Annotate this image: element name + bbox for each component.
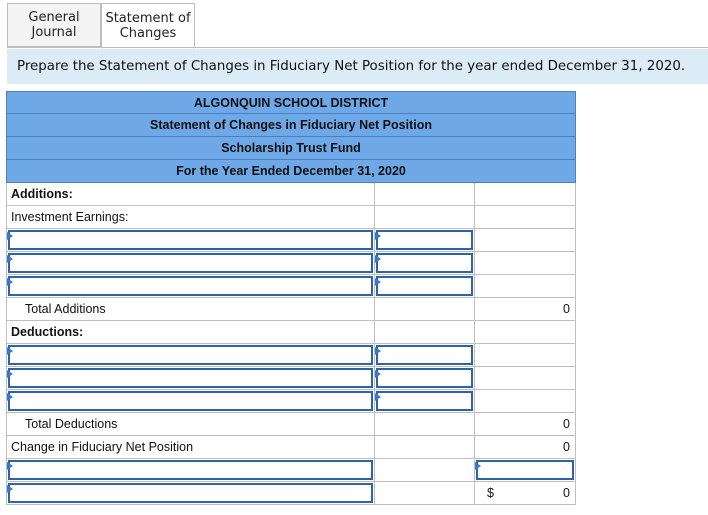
dropdown-marker-icon <box>7 347 13 355</box>
tab-bar <box>7 3 195 47</box>
currency-symbol: $ <box>487 486 494 500</box>
investment-earnings-label: Investment Earnings: <box>6 206 375 229</box>
table-row <box>6 459 576 482</box>
dropdown-marker-icon <box>7 278 13 286</box>
deduction-account-select-1[interactable] <box>8 345 373 365</box>
tab-statement-of-changes[interactable]: Statement of Changes <box>101 3 195 49</box>
table-row <box>6 344 576 367</box>
dropdown-marker-icon <box>375 255 381 263</box>
total-additions-label: Total Additions <box>6 298 375 321</box>
dropdown-marker-icon <box>7 462 13 470</box>
dropdown-marker-icon <box>7 485 13 493</box>
dropdown-marker-icon <box>375 347 381 355</box>
statement-worksheet <box>6 91 576 505</box>
dropdown-marker-icon <box>7 255 13 263</box>
dropdown-marker-icon <box>375 370 381 378</box>
fund-title: Scholarship Trust Fund <box>6 137 576 160</box>
total-additions-value: 0 <box>475 298 576 321</box>
addition-account-select-1[interactable] <box>8 230 373 250</box>
change-in-net-position-value: 0 <box>475 436 576 459</box>
deduction-amount-input-2[interactable] <box>376 368 473 388</box>
table-row <box>6 413 576 436</box>
total-deductions-value: 0 <box>475 413 576 436</box>
entity-title: ALGONQUIN SCHOOL DISTRICT <box>6 91 576 114</box>
additions-label: Additions: <box>6 183 375 206</box>
table-row <box>6 436 576 459</box>
table-row <box>6 367 576 390</box>
tab-general-journal[interactable]: General Journal <box>7 3 101 47</box>
total-deductions-label: Total Deductions <box>6 413 375 436</box>
table-row <box>6 390 576 413</box>
deduction-account-select-3[interactable] <box>8 391 373 411</box>
table-row <box>6 275 576 298</box>
tab-divider <box>7 47 708 48</box>
dropdown-marker-icon <box>375 278 381 286</box>
addition-amount-input-3[interactable] <box>376 276 473 296</box>
addition-account-select-2[interactable] <box>8 253 373 273</box>
beginning-net-position-input[interactable] <box>476 460 574 480</box>
addition-account-select-3[interactable] <box>8 276 373 296</box>
beginning-net-position-select[interactable] <box>8 460 373 480</box>
table-row <box>6 298 576 321</box>
deductions-label: Deductions: <box>6 321 375 344</box>
addition-amount-input-1[interactable] <box>376 230 473 250</box>
table-row <box>6 321 576 344</box>
period-title: For the Year Ended December 31, 2020 <box>6 160 576 183</box>
dropdown-marker-icon <box>7 370 13 378</box>
deduction-amount-input-1[interactable] <box>376 345 473 365</box>
dropdown-marker-icon <box>7 232 13 240</box>
deduction-amount-input-3[interactable] <box>376 391 473 411</box>
change-in-net-position-label: Change in Fiduciary Net Position <box>6 436 375 459</box>
addition-amount-input-2[interactable] <box>376 253 473 273</box>
instruction-banner: Prepare the Statement of Changes in Fiduciary Net Position for the year ended December 31, 2020. <box>7 49 708 84</box>
dropdown-marker-icon <box>375 232 381 240</box>
table-row <box>6 183 576 206</box>
table-row <box>6 229 576 252</box>
dropdown-marker-icon <box>7 393 13 401</box>
ending-net-position-select[interactable] <box>8 483 373 503</box>
deduction-account-select-2[interactable] <box>8 368 373 388</box>
statement-title: Statement of Changes in Fiduciary Net Position <box>6 114 576 137</box>
dropdown-marker-icon <box>375 393 381 401</box>
ending-net-position-value: 0 <box>563 486 570 500</box>
table-row <box>6 206 576 229</box>
table-row <box>6 482 576 505</box>
table-row <box>6 252 576 275</box>
dropdown-marker-icon <box>475 462 481 470</box>
